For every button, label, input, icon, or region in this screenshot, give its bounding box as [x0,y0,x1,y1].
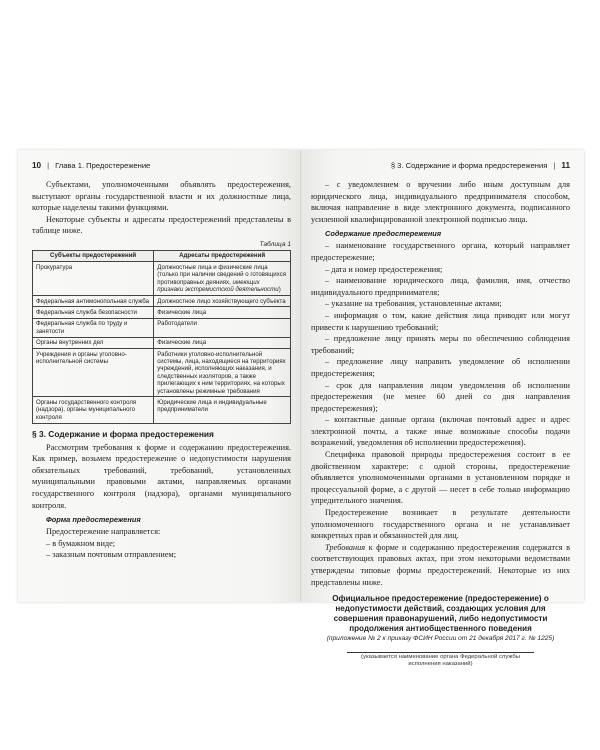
cell-text-italic: имеющих признаки экстремистской деятельности [157,278,279,294]
table-cell-addressee: Работники уголовно-исполнительной системы, лица, находящиеся на территориях учреждений, исполняющих наказания, и следственных изоляторов, а также прилегающих к ним территориях, на которых установлены режимные требования [154,349,291,397]
table-caption: Таблица 1 [259,240,291,248]
table-cell-addressee: Физические лица [154,307,291,318]
table-cell-addressee: Работодатели [154,318,291,337]
book-spread [18,150,584,668]
table-row [33,318,291,337]
result-paragraph: Предостережение возникает в результате деятельности уполномоченного государственного органа и не устанавливает конкретных прав и обязанностей для лиц. [311,508,570,541]
table-row [33,349,291,397]
page-number: 11 [561,160,570,170]
cell-text: Должностные лица и физические лица (только при наличии сведений о готовящихся противоправных деяниях, [157,263,287,286]
requirements-paragraph [311,542,570,588]
list-item: – заказным почтовым отправлением; [46,550,177,560]
table-cell-subject: Федеральная служба по труду и занятости [33,318,154,337]
table-cell-addressee: Физические лица [154,337,291,348]
subjects-table [32,250,291,424]
section-heading: § 3. Содержание и форма предостережения [32,428,214,439]
table-cell-subject: Федеральная служба безопасности [33,307,154,318]
table-cell-subject: Федеральная антимонопольная служба [33,296,154,307]
table-cell-subject: Органы внутренних дел [33,337,154,348]
intro-paragraph-2: Некоторые субъекты и адресаты предостережений представлены в таблице ниже. [32,214,291,236]
cell-text-end: ) [278,286,281,294]
list-item: – предложение лицу направить уведомление об исполнении предостережения; [311,357,570,378]
right-page [301,150,584,668]
table-row [33,296,291,307]
continued-paragraph: – с уведомлением о вручении либо иным доступным для юридического лица, индивидуального предпринимателя способом, включая направление в виде электронного документа, подписанного усиленной квалифицированной электронной подписью лица. [311,180,570,224]
table-row [33,307,291,318]
chapter-title: Глава 1. Предостережение [55,160,151,170]
left-page [18,150,301,602]
intro-paragraph: Субъектами, уполномоченными объявлять предостережения, выступают органы государственной власти и их должностные лица, которые наделены такими функциями. [32,180,291,213]
table-header-row [33,250,291,261]
list-item: – в бумажном виде; [46,538,116,548]
list-item: – дата и номер предостережения; [325,264,443,274]
table-cell-subject: Прокуратура [33,262,154,296]
list-item: – наименование государственного органа, который направляет предостережение; [311,241,570,262]
header-separator: | [553,160,556,170]
section-running-title: § 3. Содержание и форма предостережения [390,160,548,170]
table-cell-addressee [154,262,291,296]
form-intro-paragraph: Предостережение направляется: [46,527,161,537]
list-item: – информация о том, какие действия лица приводят или могут привести к нарушению требований; [311,310,570,332]
table-row [33,337,291,348]
table-row [33,397,291,423]
table-cell-subject: Учреждения и органы уголовно-исполнительной системы [33,349,154,397]
specifics-paragraph: Специфика правовой природы предостережения состоит в ее двойственном характере: с одной стороны, предостережение объявляется уполномоченными органами в установленном порядке и процессуальной форме, а с другой — несет в себе только информацию упредительного значения. [311,450,570,506]
page-number: 10 [32,160,42,170]
column-header: Субъекты предостережений [33,250,154,261]
list-item: – указание на требования, установленные актами; [325,299,502,309]
subheading-content: Содержание предостережения [325,229,442,239]
section-paragraph: Рассмотрим требования к форме и содержанию предостережения. Как пример, возьмем предостережение о недопустимости нарушения обязательных требований, требований, установленных муниципальными правовыми актами, направляемых органами государственного контроля (надзора), органами муниципального контроля. [32,442,291,510]
official-warning-source: (приложение № 2 к приказу ФСИН России от 21 декабря 2017 г. № 1225) [326,635,555,643]
requirements-text: к форме и содержанию предостережения содержатся в соответствующих правовых актах, при этом некоторыми ведомствами утверждены типовые формы предостережений. Некоторые из них представлены ниже. [311,542,570,587]
list-item: – предложение лицу принять меры по обеспечению соблюдения требований; [311,334,570,355]
list-item: – наименование юридического лица, фамилия, имя, отчество индивидуального предпринимателя; [311,276,570,297]
list-item: – срок для направления лицом уведомления об исполнении предостережения (не менее 60 дней со дня направления предостережения); [311,380,570,413]
table-cell-addressee: Юридические лица и индивидуальные предприниматели [154,397,291,423]
left-running-head [32,160,291,170]
table-cell-addressee: Должностное лицо хозяйствующего субъекта [154,296,291,307]
subheading-form: Форма предостережения [46,515,141,525]
table-row [33,262,291,296]
table-cell-subject: Органы государственного контроля (надзора), органы муниципального контроля [33,397,154,423]
requirements-lead: Требования [325,542,366,552]
list-item: – контактные данные органа (включая почтовый адрес и адрес электронной почты, а также иные возможные способы подачи возражений, уведомления об исполнении предостережения). [311,415,570,448]
form-field-label: (указывается наименование органа Федеральной службы исполнения наказаний) [347,652,534,668]
official-warning-title: Официальное предостережение (предостережение) о недопустимости действий, создающих условия для совершения правонарушений, либо недопустимости продолжения антиобщественного поведения [332,594,549,633]
column-header: Адресаты предостережений [154,250,291,261]
right-running-head [311,160,570,170]
header-separator: | [47,160,50,170]
